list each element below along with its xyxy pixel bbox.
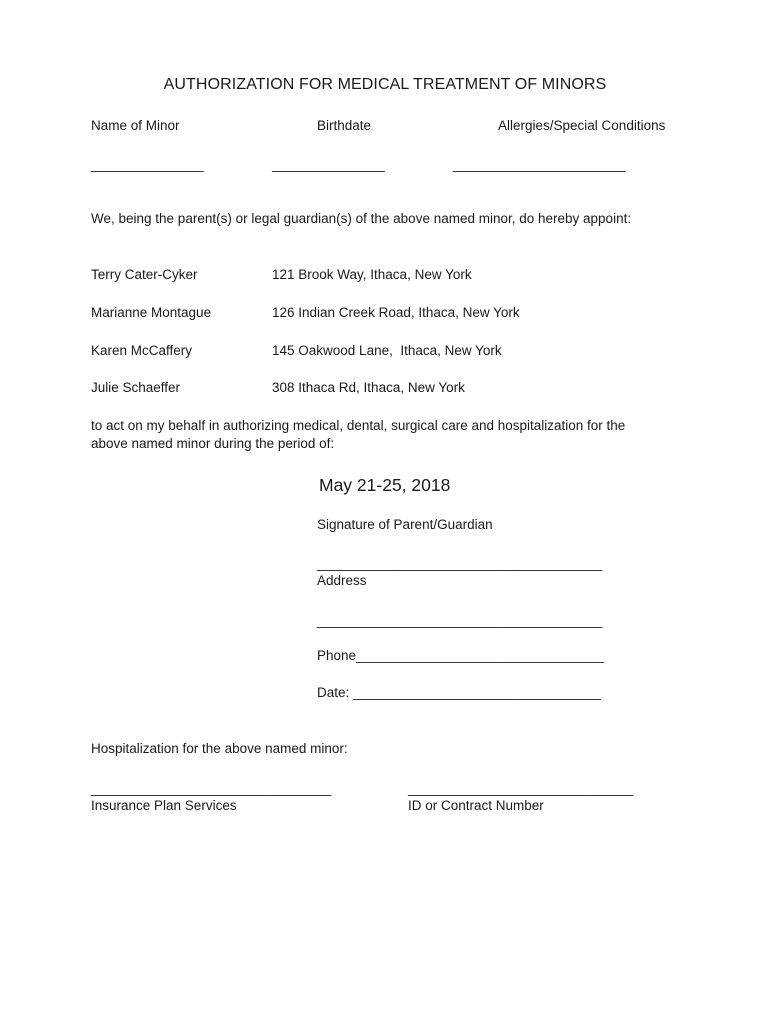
- address-line: ______________________________________: [317, 613, 603, 628]
- hospitalization-label: Hospitalization for the above named minor:: [91, 741, 348, 756]
- signature-label: Signature of Parent/Guardian: [317, 517, 493, 532]
- appointee-address: 126 Indian Creek Road, Ithaca, New York: [272, 305, 520, 320]
- behalf-statement-line1: to act on my behalf in authorizing medical, dental, surgical care and hospitalization for the: [91, 418, 626, 433]
- date-field: Date: _________________________________: [317, 685, 601, 700]
- appoint-statement: We, being the parent(s) or legal guardian(s) of the above named minor, do hereby appoint:: [91, 211, 632, 226]
- contract-line: ______________________________: [408, 781, 634, 796]
- appointee-address: 145 Oakwood Lane, Ithaca, New York: [272, 343, 502, 358]
- address-label: Address: [317, 573, 367, 588]
- behalf-statement-line2: above named minor during the period of:: [91, 436, 335, 451]
- signature-line: ______________________________________: [317, 556, 603, 571]
- birthdate-blank: _______________: [272, 157, 385, 172]
- column-label-allergies: Allergies/Special Conditions: [498, 118, 666, 133]
- insurance-label: Insurance Plan Services: [91, 798, 237, 813]
- appointee-address: 308 Ithaca Rd, Ithaca, New York: [272, 380, 465, 395]
- phone-field: Phone_________________________________: [317, 648, 604, 663]
- appointee-name: Julie Schaeffer: [91, 380, 181, 395]
- appointee-address: 121 Brook Way, Ithaca, New York: [272, 267, 472, 282]
- insurance-line: ________________________________: [91, 781, 332, 796]
- contract-label: ID or Contract Number: [408, 798, 544, 813]
- period-dates: May 21-25, 2018: [319, 475, 451, 495]
- appointee-name: Terry Cater-Cyker: [91, 267, 198, 282]
- appointee-name: Karen McCaffery: [91, 343, 193, 358]
- column-label-birthdate: Birthdate: [317, 118, 372, 133]
- appointee-name: Marianne Montague: [91, 305, 212, 320]
- allergies-blank: _______________________: [453, 157, 626, 172]
- document-title: AUTHORIZATION FOR MEDICAL TREATMENT OF MINORS: [163, 76, 607, 93]
- column-label-name: Name of Minor: [91, 118, 180, 133]
- name-blank: _______________: [91, 157, 204, 172]
